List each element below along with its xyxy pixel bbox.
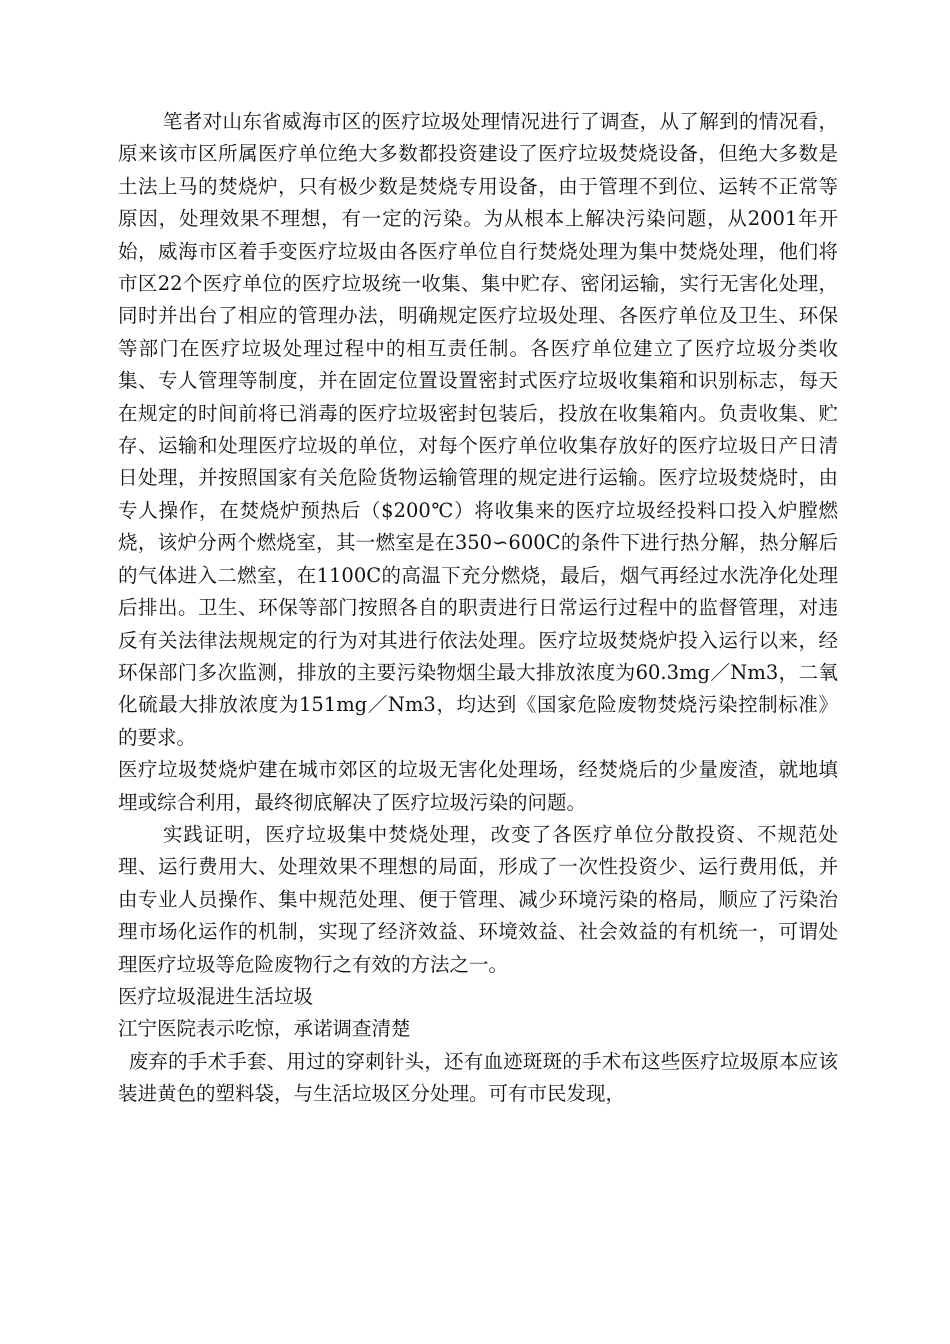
subheadline: 江宁医院表示吃惊，承诺调查清楚 [118, 1017, 411, 1041]
headline: 医疗垃圾混进生活垃圾 [118, 984, 314, 1008]
paragraph-news: 废弃的手术手套、用过的穿刺针头，还有血迹斑斑的手术布这些医疗垃圾原本应该装进黄色的塑料袋，与生活垃圾区分处理。可有市民发现， [118, 1049, 838, 1106]
paragraph-incinerator-location: 医疗垃圾焚烧炉建在城市郊区的垃圾无害化处理场，经焚烧后的少量废渣，就地填埋或综合利用，最终彻底解决了医疗垃圾污染的问题。 [118, 758, 838, 814]
document-body [118, 106, 838, 1111]
paragraph-conclusion: 实践证明，医疗垃圾集中焚烧处理，改变了各医疗单位分散投资、不规范处理、运行费用大、处理效果不理想的局面，形成了一次性投资少、运行费用低，并由专业人员操作、集中规范处理、便于管理、减少环境污染的格局，顺应了污染治理市场化运作的机制，实现了经济效益、环境效益、社会效益的有机统一，可谓处理医疗垃圾等危险废物行之有效的方法之一。 [118, 822, 838, 976]
paragraph-survey: 笔者对山东省威海市区的医疗垃圾处理情况进行了调查，从了解到的情况看，原来该市区所属医疗单位绝大多数都投资建设了医疗垃圾焚烧设备，但绝大多数是土法上马的焚烧炉，只有极少数是焚烧专用设备，由于管理不到位、运转不正常等原因，处理效果不理想，有一定的污染。为从根本上解决污染问题，从2001年开始，威海市区着手变医疗垃圾由各医疗单位自行焚烧处理为集中焚烧处理，他们将市区22个医疗单位的医疗垃圾统一收集、集中贮存、密闭运输，实行无害化处理，同时并出台了相应的管理办法，明确规定医疗垃圾处理、各医疗单位及卫生、环保等部门在医疗垃圾处理过程中的相互责任制。各医疗单位建立了医疗垃圾分类收集、专人管理等制度，并在固定位置设置密封式医疗垃圾收集箱和识别标志，每天在规定的时间前将已消毒的医疗垃圾密封包装后，投放在收集箱内。负责收集、贮存、运输和处理医疗垃圾的单位，对每个医疗单位收集存放好的医疗垃圾日产日清日处理，并按照国家有关危险货物运输管理的规定进行运输。医疗垃圾焚烧时，由专人操作，在焚烧炉预热后（$200℃）将收集来的医疗垃圾经投料口投入炉膛燃烧，该炉分两个燃烧室，其一燃室是在350∽600C的条件下进行热分解，热分解后的气体进入二燃室，在1100C的高温下充分燃烧，最后，烟气再经过水洗净化处理后排出。卫生、环保等部门按照各自的职责进行日常运行过程中的监督管理，对违反有关法律法规规定的行为对其进行依法处理。医疗垃圾焚烧炉投入运行以来，经环保部门多次监测，排放的主要污染物烟尘最大排放浓度为60.3mg／Nm3，二氧化硫最大排放浓度为151mg／Nm3，均达到《国家危险废物焚烧污染控制标准》的要求。 [118, 110, 838, 749]
